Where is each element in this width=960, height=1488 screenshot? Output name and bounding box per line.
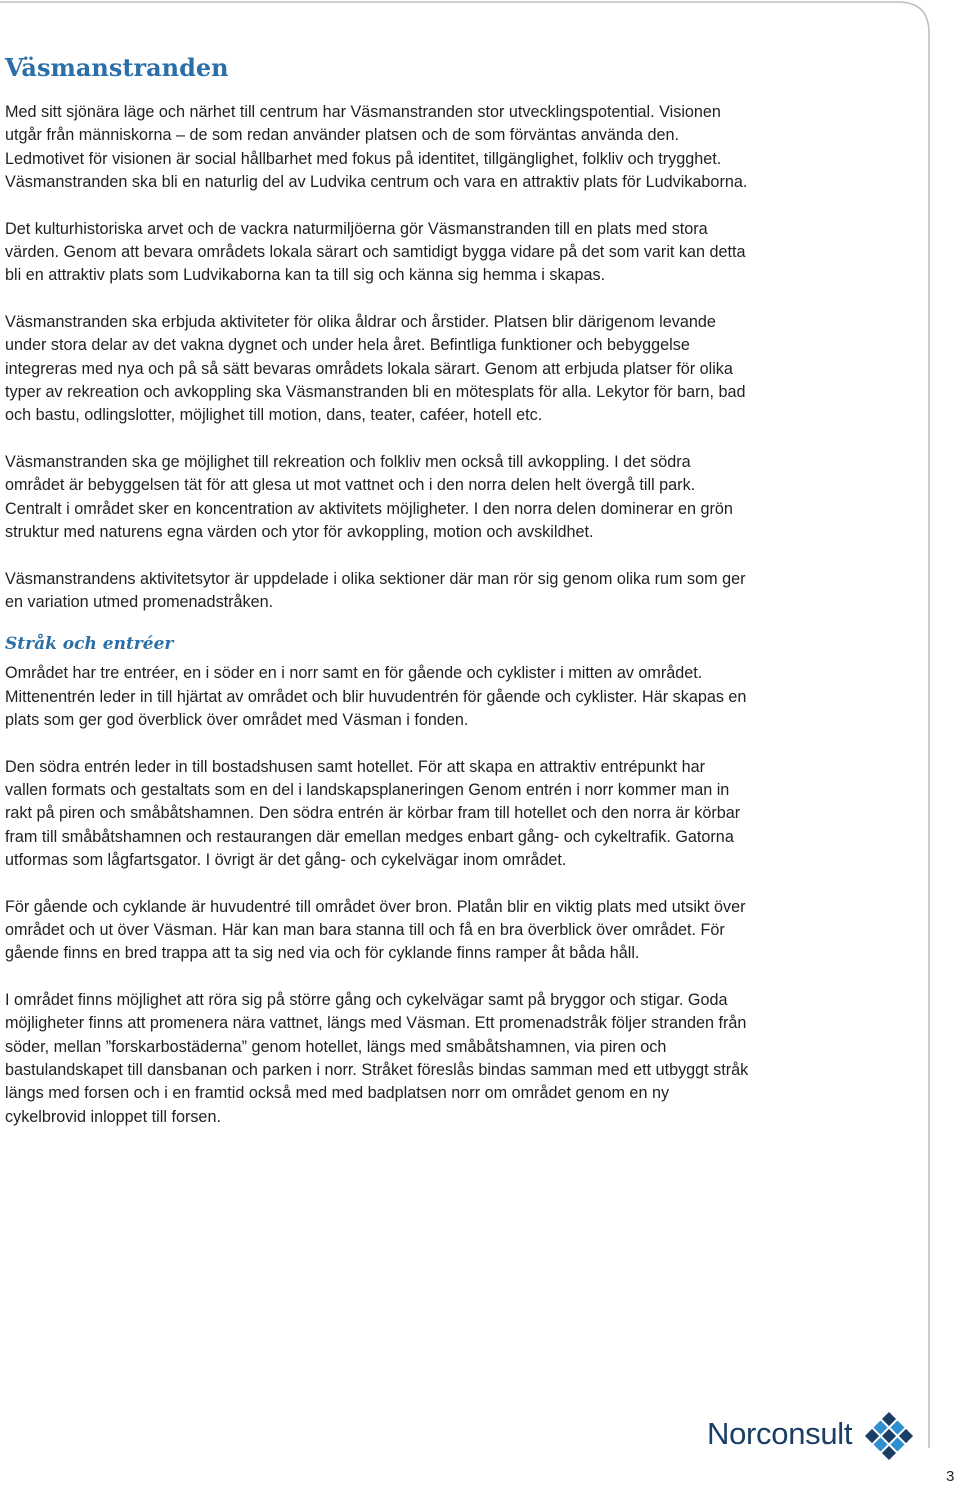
paragraph-intro-1: Med sitt sjönära läge och närhet till centrum har Väsmanstranden stor utvecklingspotential. Visionen utgår från människorna – de som redan använder platsen och de som förväntas använda den. Ledmotivet för visionen är social hållbarhet med fokus på identitet, tillgänglighet, folkliv och trygghet. Väsmanstranden ska bli en naturlig del av Ludvika centrum och vara en attraktiv plats för Ludvikaborna.: [5, 103, 748, 192]
paragraph-intro-2: Det kulturhistoriska arvet och de vackra naturmiljöerna gör Väsmanstranden till en plats med stora värden. Genom att bevara områdets lokala särart och samtidigt bygga vidare på det som varit kan detta bli en attraktiv plats som Ludvikaborna kan ta till sig och känna sig hemma i skapas.: [5, 219, 746, 285]
page-heading: Väsmanstranden: [5, 53, 229, 82]
paragraph-strak-1: Området har tre entréer, en i söder en i norr samt en för gående och cyklister i mitten av området. Mittenentrén leder in till hjärtat av området och blir huvudentrén för gående och cyklister. Här skapas en plats som ger god överblick över området med Väsman i fonden.: [5, 664, 747, 730]
paragraph-strak-2: Den södra entrén leder in till bostadshusen samt hotellet. För att skapa en attraktiv entrépunkt har vallen formats och gestaltats som en del i landskapsplaneringen Genom entrén i norr kommer man in rakt på piren och småbåtshamnen. Den södra entrén är körbar fram till hotellet och den norra är körbar fram till småbåtshamnen och restaurangen där emellan medges enbart gång- och cykeltrafik. Gatorna utformas som lågfartsgator. I övrigt är det gång- och cykelvägar inom området.: [5, 757, 741, 870]
paragraph-intro-4: Väsmanstranden ska ge möjlighet till rekreation och folkliv men också till avkoppling. I det södra området är bebyggelsen tät för att glesa ut mot vattnet och i den norra delen helt övergå till park. Centralt i området sker en koncentration av aktivitets möjligheter. I den norra delen dominerar en grön struktur med naturens egna värden och ytor för avkoppling, motion och avskildhet.: [5, 452, 733, 542]
page-content: [5, 50, 750, 1152]
logo-wordmark: Norconsult: [707, 1416, 853, 1451]
norconsult-diamond-logo-icon: [863, 1410, 915, 1462]
section-heading-strak: Stråk och entréer: [5, 634, 174, 655]
page-number: 3: [946, 1468, 955, 1485]
paragraph-strak-4: I området finns möjlighet att röra sig på större gång och cykelvägar samt på bryggor och stigar. Goda möjligheter finns att promenera nära vattnet, längs med Väsman. Ett promenadstråk följer stranden från söder, mellan ”forskarbostäderna” genom hotellet, längs med småbåtshamnen, via piren och bastulandskapet till dansbanan och parken i norr. Stråket föreslås bindas samman med ett utbyggt stråk längs med forsen och i en framtid också med med badplatsen norr om området genom en ny cykelbrovid inloppet till forsen.: [5, 990, 749, 1126]
norconsult-logo: [707, 1410, 917, 1462]
paragraph-intro-5: Väsmanstrandens aktivitetsytor är uppdelade i olika sektioner där man rör sig genom olika rum som ger en variation utmed promenadstråken.: [5, 569, 746, 611]
paragraph-intro-3: Väsmanstranden ska erbjuda aktiviteter för olika åldrar och årstider. Platsen blir därigenom levande under stora delar av det vakna dygnet och under hela året. Befintliga funktioner och bebyggelse integreras med nya och på så sätt bevaras områdets lokala särart. Genom att erbjuda platser för olika typer av rekreation och avkoppling ska Väsmanstranden bli en mötesplats för alla. Lekytor för barn, bad och bastu, odlingslotter, möjlighet till motion, dans, teater, caféer, hotell etc.: [5, 312, 746, 425]
paragraph-strak-3: För gående och cyklande är huvudentré till området över bron. Platån blir en viktig plats med utsikt över området och ut över Väsman. Här kan man bara stanna till och få en bra överblick över området. För gående finns en bred trappa att ta sig ned via och för cyklande finns ramper åt båda håll.: [5, 897, 746, 963]
